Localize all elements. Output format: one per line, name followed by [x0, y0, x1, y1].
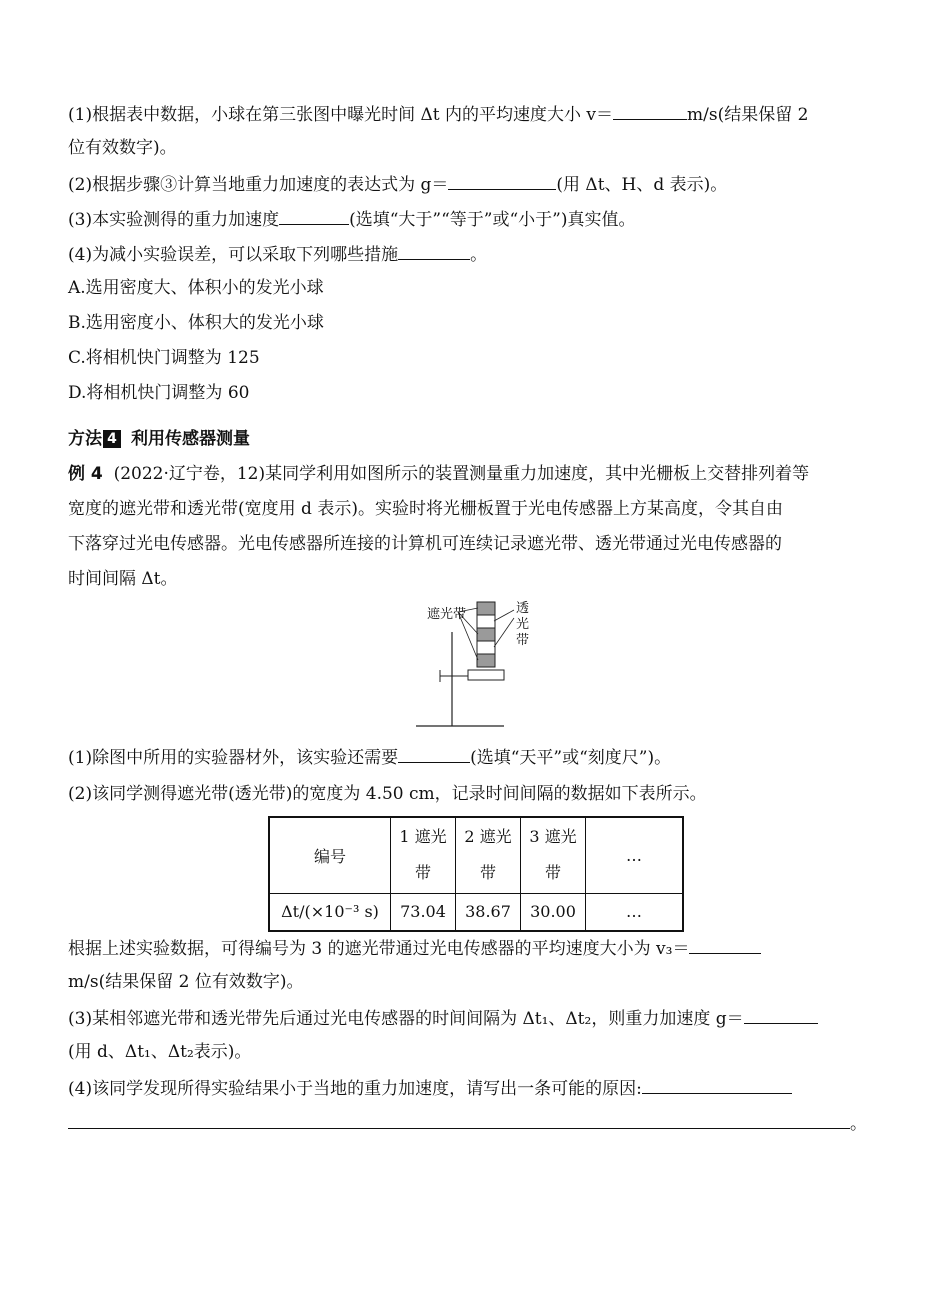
method-number-badge: 4 [103, 430, 121, 448]
example-4-line-1: 例 4 (2022·辽宁卷，12)某同学利用如图所示的装置测量重力加速度，其中光栅板上交替排列着等 [68, 464, 810, 484]
question-2: (2)根据步骤③计算当地重力加速度的表达式为 g＝ (用 Δt、H、d 表示)。 [68, 171, 727, 197]
question-1: (1)根据表中数据，小球在第三张图中曝光时间 Δt 内的平均速度大小 v＝ m/s(结果保留 2 [68, 101, 808, 127]
table-header-cell: … [586, 817, 684, 893]
table-header-cell: 2 遮光 带 [456, 817, 521, 893]
table-header-cell: 3 遮光 带 [521, 817, 586, 893]
example-4-line-4: 时间间隔 Δt。 [68, 569, 178, 589]
answer-blank[interactable] [279, 206, 349, 225]
after-table-line-2: m/s(结果保留 2 位有效数字)。 [68, 972, 304, 992]
table-row [269, 817, 683, 893]
part-1: (1)除图中所用的实验器材外，该实验还需要 (选填“天平”或“刻度尺”)。 [68, 744, 671, 770]
table-cell: 73.04 [391, 893, 456, 931]
answer-blank[interactable] [68, 1110, 850, 1129]
label-light-band: 光 [516, 617, 530, 632]
leader-line [494, 610, 514, 621]
answer-blank[interactable] [642, 1075, 792, 1094]
question-1-cont: 位有效数字)。 [68, 138, 177, 158]
table-cell: 30.00 [521, 893, 586, 931]
part-4: (4)该同学发现所得实验结果小于当地的重力加速度，请写出一条可能的原因: [68, 1075, 792, 1101]
grating-band-light [477, 641, 495, 654]
table-cell: … [586, 893, 684, 931]
apparatus-figure [410, 596, 545, 730]
answer-blank[interactable] [613, 101, 687, 120]
photoelectric-sensor [468, 670, 504, 680]
part-3-cont: (用 d、Δt₁、Δt₂表示)。 [68, 1042, 252, 1062]
option-a: A.选用密度大、体积小的发光小球 [68, 278, 324, 298]
grating-band-dark [477, 628, 495, 641]
method-heading: 方法 4 利用传感器测量 [68, 429, 250, 449]
question-4: (4)为减小实验误差，可以采取下列哪些措施 。 [68, 241, 487, 267]
table-cell: 38.67 [456, 893, 521, 931]
leader-line [494, 618, 514, 647]
option-c: C.将相机快门调整为 125 [68, 348, 260, 368]
table-row-label: Δt/(×10⁻³ s) [269, 893, 391, 931]
answer-blank[interactable] [689, 935, 761, 954]
label-dark-band: 遮光带 [427, 607, 467, 622]
after-table-line-1: 根据上述实验数据，可得编号为 3 的遮光带通过光电传感器的平均速度大小为 v₃＝ [68, 935, 761, 961]
example-4-line-2: 宽度的遮光带和透光带(宽度用 d 表示)。实验时将光栅板置于光电传感器上方某高度，令其自由 [68, 499, 783, 519]
grating-band-light [477, 615, 495, 628]
label-light-band: 带 [516, 633, 530, 648]
part-3: (3)某相邻遮光带和透光带先后通过光电传感器的时间间隔为 Δt₁、Δt₂，则重力加速度 g＝ [68, 1005, 818, 1031]
table-row [269, 893, 683, 931]
answer-blank[interactable] [448, 171, 556, 190]
data-table [268, 816, 684, 932]
label-light-band: 透 [516, 601, 530, 616]
grating-band-dark [477, 602, 495, 615]
question-3: (3)本实验测得的重力加速度 (选填“大于”“等于”或“小于”)真实值。 [68, 206, 636, 232]
table-header-label: 编号 [269, 817, 391, 893]
example-4-line-3: 下落穿过光电传感器。光电传感器所连接的计算机可连续记录遮光带、透光带通过光电传感器的 [68, 534, 782, 554]
answer-blank[interactable] [744, 1005, 818, 1024]
answer-blank[interactable] [398, 241, 470, 260]
answer-blank[interactable] [398, 744, 470, 763]
part-4-cont: 。 [68, 1110, 867, 1136]
table-header-cell: 1 遮光 带 [391, 817, 456, 893]
option-b: B.选用密度小、体积大的发光小球 [68, 313, 324, 333]
option-d: D.将相机快门调整为 60 [68, 383, 250, 403]
grating-band-dark [477, 654, 495, 667]
part-2: (2)该同学测得遮光带(透光带)的宽度为 4.50 cm，记录时间间隔的数据如下表所示。 [68, 784, 707, 804]
